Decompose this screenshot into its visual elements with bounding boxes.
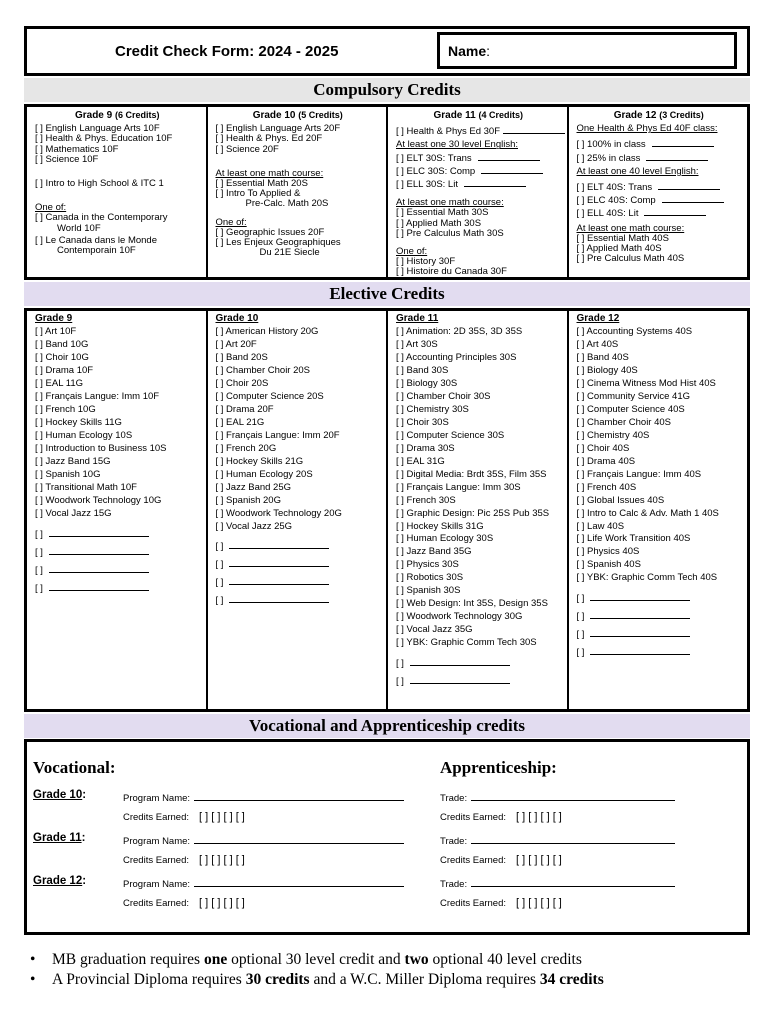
checkbox-applied-math-30s[interactable]: [ ] Applied Math 30S (396, 217, 482, 229)
checkbox-itc[interactable]: [ ] Intro to High School & ITC 1 (35, 178, 164, 190)
checkbox-elc-30s-comp[interactable]: [ ] ELC 30S: Comp (396, 164, 561, 177)
checkbox-introduction-to-business-10s[interactable]: [ ] Introduction to Business 10S (35, 442, 167, 454)
checkbox-jazz-band-35g[interactable]: [ ] Jazz Band 35G (396, 546, 472, 558)
checkbox-choir-20s[interactable]: [ ] Choir 20S (215, 378, 269, 390)
compulsory-grade11 (388, 107, 569, 277)
checkbox-applied-math-40s[interactable]: [ ] Applied Math 40S (576, 243, 662, 255)
checkbox-elt-30s-trans[interactable]: [ ] ELT 30S: Trans (396, 151, 561, 164)
vocational-credits-earned[interactable]: Credits Earned: [ ] [ ] [ ] [ ] (123, 811, 245, 823)
checkbox-fran-ais-langue-imm-20f[interactable]: [ ] Français Langue: Imm 20F (215, 429, 340, 441)
checkbox-eal-11g[interactable]: [ ] EAL 11G (35, 378, 84, 390)
checkbox-animation-2d-35s-3d-35s[interactable]: [ ] Animation: 2D 35S, 3D 35S (396, 326, 523, 338)
checkbox-ell-30s-lit[interactable]: [ ] ELL 30S: Lit (396, 177, 561, 190)
elective-grade12 (569, 311, 748, 709)
apprenticeship-credits-earned[interactable]: Credits Earned: [ ] [ ] [ ] [ ] (440, 811, 562, 823)
vocational-credits-earned[interactable]: Credits Earned: [ ] [ ] [ ] [ ] (123, 854, 245, 866)
checkbox-vocal-jazz-35g[interactable]: [ ] Vocal Jazz 35G (396, 624, 473, 636)
requirements-notes (30, 950, 604, 990)
checkbox-computer-science-40s[interactable]: [ ] Computer Science 40S (576, 403, 685, 415)
checkbox-drama-20f[interactable]: [ ] Drama 20F (215, 403, 274, 415)
checkbox-canada-monde-cont: Contemporain 10F (57, 245, 136, 257)
checkbox-applied-precalc-cont: Pre-Calc. Math 20S (245, 198, 329, 210)
checkbox-french-10g[interactable]: [ ] French 10G (35, 403, 96, 415)
blank-elective-entry[interactable]: [ ] (35, 526, 200, 544)
checkbox-applied-precalc-20s[interactable]: [ ] Intro To Applied & (215, 188, 301, 200)
elective-grid (24, 308, 750, 712)
checkbox-global-issues-40s[interactable]: [ ] Global Issues 40S (576, 494, 665, 506)
checkbox-art-20f[interactable]: [ ] Art 20F (215, 339, 257, 351)
checkbox-chamber-choir-20s[interactable]: [ ] Chamber Choir 20S (215, 365, 311, 377)
elective-grade10 (208, 311, 389, 709)
checkbox-drama-10f[interactable]: [ ] Drama 10F (35, 365, 94, 377)
elective-grade9 (27, 311, 208, 709)
checkbox-jazz-band-15g[interactable]: [ ] Jazz Band 15G (35, 455, 111, 467)
checkbox-pre-calculus-math-40s[interactable]: [ ] Pre Calculus Math 40S (576, 253, 685, 265)
checkbox-woodwork-technology-20g[interactable]: [ ] Woodwork Technology 20G (215, 507, 342, 519)
checkbox-spanish-30s[interactable]: [ ] Spanish 30S (396, 585, 461, 597)
checkbox-vocal-jazz-15g[interactable]: [ ] Vocal Jazz 15G (35, 507, 112, 519)
checkbox-health-phys-education-10f[interactable]: [ ] Health & Phys. Education 10F (35, 133, 173, 145)
blank-elective-entry[interactable]: [ ] (35, 544, 200, 562)
checkbox-chemistry-30s[interactable]: [ ] Chemistry 30S (396, 403, 469, 415)
checkbox-choir-30s[interactable]: [ ] Choir 30S (396, 416, 449, 428)
checkbox-human-ecology-30s[interactable]: [ ] Human Ecology 30S (396, 533, 494, 545)
elective-g11-head: Grade 11 (396, 313, 439, 324)
trade-field[interactable]: Trade: (440, 876, 675, 890)
checkbox-accounting-systems-40s[interactable]: [ ] Accounting Systems 40S (576, 326, 693, 338)
note-diploma: • A Provincial Diploma requires 30 credits and a W.C. Miller Diploma requires 34 credits (30, 971, 604, 988)
apprenticeship-credits-earned[interactable]: Credits Earned: [ ] [ ] [ ] [ ] (440, 897, 562, 909)
checkbox-french-20g[interactable]: [ ] French 20G (215, 442, 277, 454)
compulsory-g10-head: Grade 10 (5 Credits) (252, 110, 343, 121)
compulsory-g11-head: Grade 11 (4 Credits) (433, 110, 524, 121)
checkbox-band-40s[interactable]: [ ] Band 40S (576, 352, 629, 364)
name-colon: : (486, 43, 491, 59)
checkbox-human-ecology-20s[interactable]: [ ] Human Ecology 20S (215, 468, 313, 480)
math-course-label: At least one math course: (215, 167, 324, 179)
blank-elective-entry[interactable]: [ ] (577, 626, 742, 644)
blank-elective-entry[interactable]: [ ] (216, 574, 381, 592)
checkbox-essential-math-40s[interactable]: [ ] Essential Math 40S (576, 232, 669, 244)
checkbox-chamber-choir-40s[interactable]: [ ] Chamber Choir 40S (576, 416, 672, 428)
blank-elective-entry[interactable]: [ ] (396, 673, 561, 691)
compulsory-grade12 (569, 107, 748, 277)
checkbox-spanish-40s[interactable]: [ ] Spanish 40S (576, 559, 641, 571)
checkbox-ell-40s-lit[interactable]: [ ] ELL 40S: Lit (577, 206, 742, 219)
checkbox-hockey-skills-21g[interactable]: [ ] Hockey Skills 21G (215, 455, 304, 467)
checkbox-french-40s[interactable]: [ ] French 40S (576, 481, 637, 493)
checkbox-pre-calculus-math-30s[interactable]: [ ] Pre Calculus Math 30S (396, 227, 504, 239)
checkbox-physics-30s[interactable]: [ ] Physics 30S (396, 559, 459, 571)
vocational-grade-label: Grade 10: (33, 789, 87, 801)
checkbox-canada-contemporary-cont: World 10F (57, 222, 101, 234)
checkbox-physics-40s[interactable]: [ ] Physics 40S (576, 546, 640, 558)
checkbox-robotics-30s[interactable]: [ ] Robotics 30S (396, 572, 464, 584)
checkbox-jazz-band-25g[interactable]: [ ] Jazz Band 25G (215, 481, 292, 493)
checkbox-history-30f[interactable]: [ ] History 30F (396, 256, 456, 268)
checkbox-ybk-graphic-comm-tech-30s[interactable]: [ ] YBK: Graphic Comm Tech 30S (396, 637, 537, 649)
checkbox-band-10g[interactable]: [ ] Band 10G (35, 339, 89, 351)
checkbox-chemistry-40s[interactable]: [ ] Chemistry 40S (576, 429, 650, 441)
program-name-field[interactable]: Program Name: (123, 833, 404, 847)
checkbox-english-language-arts-10f[interactable]: [ ] English Language Arts 10F (35, 123, 160, 135)
checkbox-enjeux-geographiques[interactable]: [ ] Les Enjeux Geographiques (215, 237, 341, 249)
blank-elective-entry[interactable]: [ ] (396, 655, 561, 673)
vocational-section (24, 739, 750, 935)
checkbox-elc-40s-comp[interactable]: [ ] ELC 40S: Comp (577, 193, 742, 206)
checkbox-mathematics-10f[interactable]: [ ] Mathematics 10F (35, 143, 119, 155)
form-title: Credit Check Form: 2024 - 2025 (115, 43, 339, 60)
compulsory-g9-head: Grade 9 (6 Credits) (74, 110, 160, 121)
name-label: Name (448, 43, 487, 59)
checkbox-drama-40s[interactable]: [ ] Drama 40S (576, 455, 636, 467)
compulsory-grade10 (208, 107, 389, 277)
checkbox-band-30s[interactable]: [ ] Band 30S (396, 365, 449, 377)
checkbox-american-history-20g[interactable]: [ ] American History 20G (215, 326, 319, 338)
elective-g10-head: Grade 10 (215, 313, 259, 324)
checkbox-histoire-du-canada-30f[interactable]: [ ] Histoire du Canada 30F (396, 266, 507, 277)
checkbox-fran-ais-langue-imm-10f[interactable]: [ ] Français Langue: Imm 10F (35, 390, 160, 402)
checkbox-drama-30s[interactable]: [ ] Drama 30S (396, 442, 455, 454)
checkbox-science-20f[interactable]: [ ] Science 20F (215, 143, 279, 155)
program-name-field[interactable]: Program Name: (123, 876, 404, 890)
checkbox-fran-ais-langue-imm-40s[interactable]: [ ] Français Langue: Imm 40S (576, 468, 702, 480)
checkbox-computer-science-20s[interactable]: [ ] Computer Science 20S (215, 390, 324, 402)
checkbox-canada-monde[interactable]: [ ] Le Canada dans le Monde (35, 234, 158, 246)
checkbox-community-service-41g[interactable]: [ ] Community Service 41G (576, 390, 691, 402)
checkbox-hockey-skills-11g[interactable]: [ ] Hockey Skills 11G (35, 416, 122, 428)
checkbox-human-ecology-10s[interactable]: [ ] Human Ecology 10S (35, 429, 133, 441)
checkbox-health-phys-ed-20f[interactable]: [ ] Health & Phys. Ed 20F (215, 133, 323, 145)
blank-elective-entry[interactable]: [ ] (216, 538, 381, 556)
checkbox-essential-math-30s[interactable]: [ ] Essential Math 30S (396, 207, 489, 219)
checkbox-health-30f[interactable]: [ ] Health & Phys Ed 30F (396, 124, 561, 137)
compulsory-g12-head: Grade 12 (3 Credits) (613, 110, 704, 121)
compulsory-grade9 (27, 107, 208, 277)
checkbox-hockey-skills-31g[interactable]: [ ] Hockey Skills 31G (396, 520, 484, 532)
checkbox-essential-math-20s[interactable]: [ ] Essential Math 20S (215, 178, 308, 190)
checkbox-web-design-int-35s-design-35s[interactable]: [ ] Web Design: Int 35S, Design 35S (396, 598, 548, 610)
checkbox-woodwork-technology-10g[interactable]: [ ] Woodwork Technology 10G (35, 494, 162, 506)
checkbox-biology-30s[interactable]: [ ] Biology 30S (396, 378, 458, 390)
elective-g9-head: Grade 9 (35, 313, 73, 324)
one-of-label: One of: (215, 216, 247, 228)
checkbox-choir-40s[interactable]: [ ] Choir 40S (576, 442, 630, 454)
form-header (24, 26, 750, 76)
vocational-grade-label: Grade 12: (33, 875, 87, 887)
health-40f-label: One Health & Phys Ed 40F class: (576, 123, 718, 135)
vocational-heading: Vocational: (33, 758, 116, 777)
vocational-band: Vocational and Apprenticeship credits (24, 714, 750, 738)
apprenticeship-credits-earned[interactable]: Credits Earned: [ ] [ ] [ ] [ ] (440, 854, 562, 866)
blank-elective-entry[interactable]: [ ] (577, 608, 742, 626)
checkbox-spanish-20g[interactable]: [ ] Spanish 20G (215, 494, 281, 506)
blank-elective-entry[interactable]: [ ] (216, 592, 381, 610)
blank-elective-entry[interactable]: [ ] (577, 590, 742, 608)
checkbox-accounting-principles-30s[interactable]: [ ] Accounting Principles 30S (396, 352, 517, 364)
checkbox-art-30s[interactable]: [ ] Art 30S (396, 339, 438, 351)
checkbox-100-in-class[interactable]: [ ] 100% in class (577, 137, 742, 150)
checkbox-fran-ais-langue-imm-30s[interactable]: [ ] Français Langue: Imm 30S (396, 481, 521, 493)
checkbox-band-20s[interactable]: [ ] Band 20S (215, 352, 268, 364)
checkbox-cinema-witness-mod-hist-40s[interactable]: [ ] Cinema Witness Mod Hist 40S (576, 378, 716, 390)
checkbox-graphic-design-pic-25s-pub-35s[interactable]: [ ] Graphic Design: Pic 25S Pub 35S (396, 507, 550, 519)
checkbox-computer-science-30s[interactable]: [ ] Computer Science 30S (396, 429, 505, 441)
blank-elective-entry[interactable]: [ ] (35, 562, 200, 580)
math-course-label: At least one math course: (396, 197, 504, 209)
checkbox-law-40s[interactable]: [ ] Law 40S (576, 520, 625, 532)
note-graduation: • MB graduation requires one optional 30 level credit and two optional 40 level credits (30, 951, 582, 968)
elective-grade11 (388, 311, 569, 709)
checkbox-ybk-graphic-comm-tech-40s[interactable]: [ ] YBK: Graphic Comm Tech 40S (576, 572, 718, 584)
checkbox-life-work-transition-40s[interactable]: [ ] Life Work Transition 40S (576, 533, 691, 545)
apprenticeship-heading: Apprenticeship: (440, 758, 557, 777)
trade-field[interactable]: Trade: (440, 833, 675, 847)
checkbox-geographic-issues[interactable]: [ ] Geographic Issues 20F (215, 226, 325, 238)
one-of-label: One of: (35, 202, 67, 214)
checkbox-transitional-math-10f[interactable]: [ ] Transitional Math 10F (35, 481, 137, 493)
checkbox-digital-media-brdt-35s-film-35s[interactable]: [ ] Digital Media: Brdt 35S, Film 35S (396, 468, 547, 480)
checkbox-eal-21g[interactable]: [ ] EAL 21G (215, 416, 265, 428)
one-of-label: One of: (396, 246, 428, 258)
checkbox-elt-40s-trans[interactable]: [ ] ELT 40S: Trans (577, 180, 742, 193)
checkbox-spanish-10g[interactable]: [ ] Spanish 10G (35, 468, 101, 480)
elective-g12-head: Grade 12 (576, 313, 620, 324)
checkbox-science-10f[interactable]: [ ] Science 10F (35, 153, 99, 165)
compulsory-grid (24, 104, 750, 280)
math-course-label: At least one math course: (576, 222, 685, 234)
english-30-label: At least one 30 level English: (396, 139, 518, 151)
blank-elective-entry[interactable]: [ ] (216, 556, 381, 574)
checkbox-art-40s[interactable]: [ ] Art 40S (576, 339, 619, 351)
checkbox-biology-40s[interactable]: [ ] Biology 40S (576, 365, 638, 377)
checkbox-intro-to-calc-adv-math-1-40s[interactable]: [ ] Intro to Calc & Adv. Math 1 40S (576, 507, 719, 519)
checkbox-canada-contemporary[interactable]: [ ] Canada in the Contemporary (35, 212, 168, 224)
checkbox-english-language-arts-20f[interactable]: [ ] English Language Arts 20F (215, 123, 341, 135)
blank-elective-entry[interactable]: [ ] (577, 644, 742, 662)
checkbox-woodwork-technology-30g[interactable]: [ ] Woodwork Technology 30G (396, 611, 523, 623)
vocational-credits-earned[interactable]: Credits Earned: [ ] [ ] [ ] [ ] (123, 897, 245, 909)
checkbox-choir-10g[interactable]: [ ] Choir 10G (35, 352, 89, 364)
english-40-label: At least one 40 level English: (576, 165, 699, 177)
program-name-field[interactable]: Program Name: (123, 790, 404, 804)
checkbox-enjeux-cont: Du 21E Siecle (259, 247, 320, 259)
checkbox-vocal-jazz-25g[interactable]: [ ] Vocal Jazz 25G (215, 520, 293, 532)
compulsory-band: Compulsory Credits (24, 78, 750, 102)
trade-field[interactable]: Trade: (440, 790, 675, 804)
checkbox-25-in-class[interactable]: [ ] 25% in class (577, 151, 742, 164)
elective-band: Elective Credits (24, 282, 750, 306)
checkbox-art-10f[interactable]: [ ] Art 10F (35, 326, 77, 338)
checkbox-eal-31g[interactable]: [ ] EAL 31G (396, 455, 445, 467)
checkbox-chamber-choir-30s[interactable]: [ ] Chamber Choir 30S (396, 390, 491, 402)
name-field[interactable] (437, 32, 737, 69)
checkbox-french-30s[interactable]: [ ] French 30S (396, 494, 456, 506)
vocational-grade-label: Grade 11: (33, 832, 86, 844)
blank-elective-entry[interactable]: [ ] (35, 580, 200, 598)
